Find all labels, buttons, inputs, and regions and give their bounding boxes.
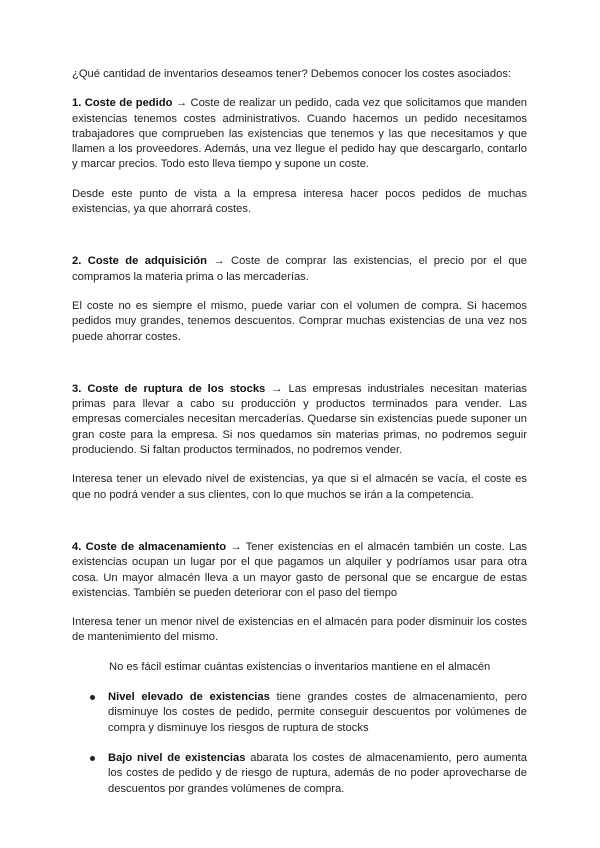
- section-cost-stockout: [72, 382, 527, 458]
- bullet-list: [72, 690, 527, 797]
- section-title: 1. Coste de pedido: [72, 97, 173, 110]
- section-cost-storage: [72, 540, 527, 601]
- section-note: Desde este punto de vista a la empresa interesa hacer pocos pedidos de muchas existencias, ya que ahorrará costes.: [72, 187, 527, 216]
- arrow-icon: →: [271, 382, 283, 395]
- section-cost-order: [72, 96, 527, 172]
- section-cost-acquisition: [72, 254, 527, 285]
- bullet-text: abarata los costes de almacenamiento, pero aumenta los costes de pedido y de riesgo de ruptura, además de no poder aprovecharse de descuentos por grandes volúmenes de compra.: [108, 751, 528, 795]
- section-title: 4. Coste de almacenamiento: [72, 540, 227, 553]
- list-item: [108, 751, 527, 797]
- arrow-icon: →: [230, 540, 242, 553]
- bullet-bold: Nivel elevado de existencias: [108, 691, 270, 704]
- arrow-icon: →: [175, 97, 188, 110]
- section-text: Las empresas industriales necesitan materias primas para llevar a cabo su producción y productos terminados para vender. Las empresas comerciales necesitan mercaderías. Quedarse sin existencias puede suponer un gran coste para la empresa. Si nos quedamos sin materias primas, no podremos seguir produciendo. Si faltan productos terminados, no podremos vender.: [72, 382, 527, 457]
- bullet-text: tiene grandes costes de almacenamiento, pero disminuye los costes de pedido, permite conseguir descuentos por volúmenes de compra y disminuye los riesgos de ruptura de stocks: [108, 691, 527, 734]
- bullet-icon: [90, 756, 95, 761]
- section-note: Interesa tener un menor nivel de existencias en el almacén para poder disminuir los costes de mantenimiento del mismo.: [72, 616, 527, 644]
- section-title: 3. Coste de ruptura de los stocks: [72, 382, 266, 395]
- section-title: 2. Coste de adquisición: [72, 255, 207, 268]
- section-text: Tener existencias en el almacén también un coste. Las existencias ocupan un lugar por el que pagamos un alquiler y podríamos usar para otra cosa. Un mayor almacén lleva a un mayor gasto de personal que se encargue de estas existencias. También se pueden deteriorar con el paso del tiempo: [72, 540, 528, 599]
- intro-paragraph: ¿Qué cantidad de inventarios deseamos tener? Debemos conocer los costes asociados:: [72, 68, 512, 80]
- bullet-icon: [90, 695, 95, 700]
- bullet-bold: Bajo nivel de existencias: [108, 751, 246, 764]
- list-item: [108, 690, 527, 736]
- section-note: Interesa tener un elevado nivel de existencias, ya que si el almacén se vacía, el coste es que no podrá vender a sus clientes, con lo que muchos se irán a la competencia.: [72, 473, 527, 501]
- section-note: El coste no es siempre el mismo, puede variar con el volumen de compra. Si hacemos pedidos muy grandes, tenemos descuentos. Comprar muchas existencias de una vez nos puede ahorrar costes.: [72, 299, 527, 343]
- section-text: Coste de realizar un pedido, cada vez que solicitamos que manden existencias tenemos costes administrativos. Cuando hacemos un pedido necesitamos trabajadores que comprueben las existencias que tenemos y las que necesitamos y que llamen a los proveedores. Además, una vez llegue el pedido hay que descargarlo, contarlo y marcar precios. Todo esto lleva tiempo y supone un coste.: [72, 97, 528, 171]
- summary-line: No es fácil estimar cuántas existencias o inventarios mantiene en el almacén: [109, 660, 491, 673]
- arrow-icon: →: [213, 255, 225, 268]
- section-text: Coste de comprar las existencias, el precio por el que compramos la materia prima o las mercaderías.: [72, 255, 528, 283]
